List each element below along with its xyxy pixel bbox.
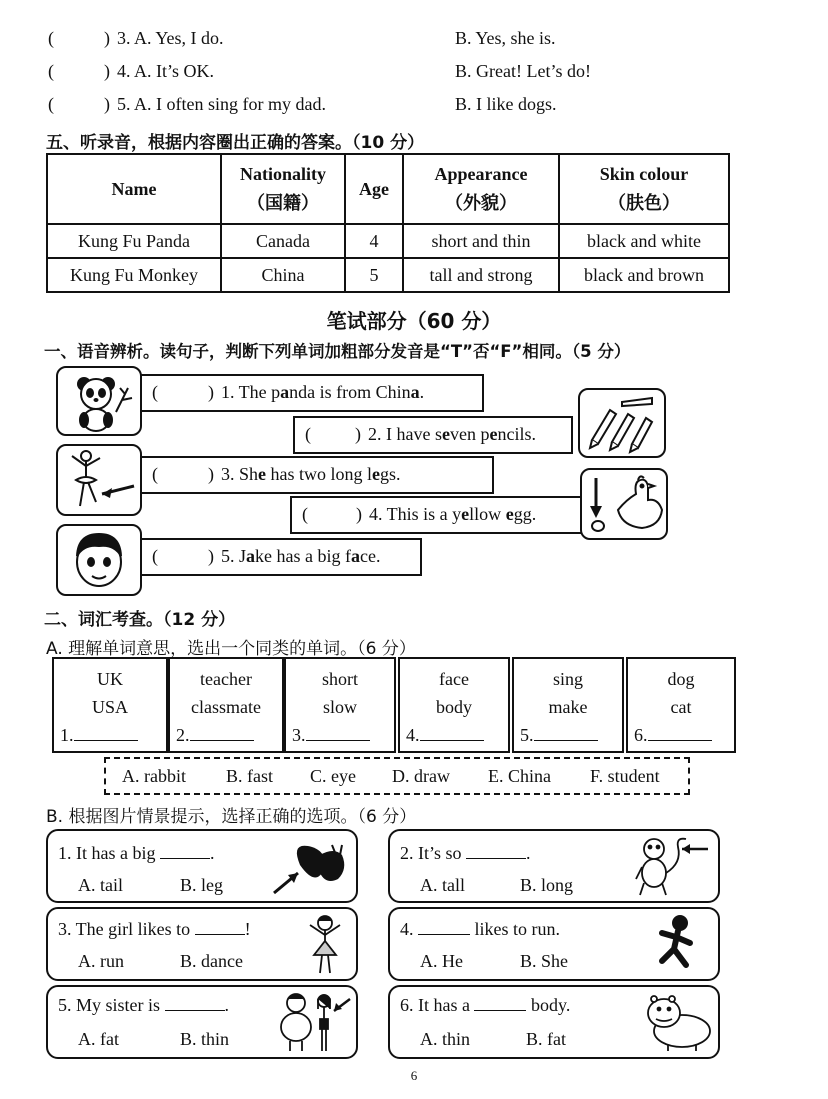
table-cell: Kung Fu Monkey — [47, 258, 221, 292]
answer-paren-close: ) — [208, 464, 214, 484]
picture-question — [46, 907, 358, 981]
question-stem: 3. The girl likes to ! — [58, 919, 251, 939]
answer-paren-open[interactable]: ( — [152, 382, 158, 402]
group-word: UK — [97, 669, 123, 689]
question-stem: 1. It has a big . — [58, 843, 215, 863]
table-cell[interactable]: black and white — [559, 224, 729, 258]
ballerina-icon — [58, 446, 140, 514]
phonics-sentence: 4. This is a yellow egg. — [369, 504, 537, 524]
phonics-item — [140, 538, 422, 576]
header-name: Name — [47, 154, 221, 224]
option-a[interactable]: A. run — [78, 951, 124, 971]
answer-paren-open[interactable]: ( — [152, 546, 158, 566]
group-answer[interactable]: 4. — [406, 725, 484, 746]
info-table — [46, 153, 730, 293]
answer-paren-open[interactable]: ( — [48, 61, 54, 81]
vocab-title: 二、词汇考查。（12 分） — [44, 610, 236, 630]
table-cell[interactable]: short and thin — [403, 224, 559, 258]
answer-paren-open[interactable]: ( — [48, 28, 54, 48]
pencils-picture — [578, 388, 666, 458]
table-header-row — [47, 154, 729, 224]
answer-paren-close: ) — [208, 546, 214, 566]
phonics-sentence: 2. I have seven pencils. — [368, 424, 536, 444]
fat-boy-thin-girl-icon — [276, 989, 354, 1055]
group-word: cat — [670, 697, 692, 717]
section5-title: 五、听录音，根据内容圈出正确的答案。（10 分） — [46, 133, 425, 153]
question-stem: 5. A. I often sing for my dad. — [117, 94, 326, 114]
word-group — [52, 657, 168, 753]
option-a[interactable]: A. tail — [78, 875, 123, 895]
question-stem: 4. A. It’s OK. — [117, 61, 215, 81]
table-row — [47, 224, 729, 258]
group-word: teacher — [200, 669, 252, 689]
group-answer[interactable]: 3. — [292, 725, 370, 746]
running-boy-icon — [652, 913, 702, 975]
option-b[interactable]: B. She — [520, 951, 569, 971]
dancing-girl-icon — [300, 911, 350, 977]
fox-tail-icon — [270, 835, 352, 897]
table-cell: Kung Fu Panda — [47, 224, 221, 258]
vocab-part-a-title: A. 理解单词意思，选出一个同类的单词。（6 分） — [46, 639, 416, 659]
question-stem: 6. It has a body. — [400, 995, 571, 1015]
vocab-part-b-title: B. 根据图片情景提示，选择正确的选项。（6 分） — [46, 807, 417, 827]
question-stem: 2. It’s so . — [400, 843, 531, 863]
header-age: Age — [345, 154, 403, 224]
phonics-sentence: 5. Jake has a big face. — [221, 546, 381, 566]
group-word: dog — [667, 669, 695, 689]
answer-paren-close: ) — [104, 94, 110, 114]
group-word: classmate — [191, 697, 261, 717]
option-b: B. I like dogs. — [455, 94, 557, 114]
picture-question — [388, 907, 720, 981]
option-b[interactable]: B. leg — [180, 875, 223, 895]
question-stem: 4. likes to run. — [400, 919, 560, 939]
picture-question — [46, 829, 358, 903]
option-b: B. Yes, she is. — [455, 28, 556, 48]
group-word: face — [439, 669, 469, 689]
option: F. student — [590, 766, 660, 786]
header-skin-colour: Skin colour （肤色） — [559, 154, 729, 224]
option-a[interactable]: A. tall — [420, 875, 465, 895]
question-stem: 3. A. Yes, I do. — [117, 28, 224, 48]
panda-icon — [58, 368, 140, 434]
picture-question — [388, 985, 720, 1059]
word-group — [284, 657, 396, 753]
answer-paren-close: ) — [104, 28, 110, 48]
answer-paren-open[interactable]: ( — [305, 424, 311, 444]
group-answer[interactable]: 1. — [60, 725, 138, 746]
option: C. eye — [310, 766, 356, 786]
table-row — [47, 258, 729, 292]
table-cell[interactable]: tall and strong — [403, 258, 559, 292]
picture-question — [46, 985, 358, 1059]
boy-face-icon — [58, 526, 140, 594]
option-a[interactable]: A. He — [420, 951, 463, 971]
answer-paren-open[interactable]: ( — [48, 94, 54, 114]
page-number: 6 — [410, 1068, 418, 1083]
option: A. rabbit — [122, 766, 186, 786]
options-box — [104, 757, 690, 795]
phonics-item — [293, 416, 573, 454]
option-b[interactable]: B. thin — [180, 1029, 230, 1049]
table-cell[interactable]: 5 — [345, 258, 403, 292]
boy-face-picture — [56, 524, 142, 596]
hen-icon — [582, 470, 666, 538]
option-b: B. Great! Let’s do! — [455, 61, 591, 81]
dancer-picture — [56, 444, 142, 516]
option-b[interactable]: B. long — [520, 875, 574, 895]
group-answer[interactable]: 2. — [176, 725, 254, 746]
question-stem: 5. My sister is . — [58, 995, 230, 1015]
option-b[interactable]: B. fat — [526, 1029, 566, 1049]
option: E. China — [488, 766, 551, 786]
word-group — [512, 657, 624, 753]
option-a[interactable]: A. fat — [78, 1029, 119, 1049]
phonics-item — [140, 456, 494, 494]
table-cell[interactable]: China — [221, 258, 345, 292]
table-cell[interactable]: 4 — [345, 224, 403, 258]
phonics-item — [140, 374, 484, 412]
hippo-icon — [642, 989, 714, 1053]
answer-paren-close: ) — [355, 424, 361, 444]
word-group — [168, 657, 284, 753]
group-word: body — [436, 697, 472, 717]
group-word: make — [548, 697, 588, 717]
word-group — [398, 657, 510, 753]
picture-question — [388, 829, 720, 903]
answer-paren-close: ) — [104, 61, 110, 81]
group-word: slow — [322, 697, 357, 717]
pencils-icon — [580, 390, 664, 456]
header-appearance: Appearance （外貌） — [403, 154, 559, 224]
phonics-title: 一、语音辨析。读句子，判断下列单词加粗部分发音是“T”否“F”相同。（5 分） — [44, 342, 631, 361]
hen-egg-picture — [580, 468, 668, 540]
table-cell[interactable]: black and brown — [559, 258, 729, 292]
phonics-sentence: 1. The panda is from China. — [221, 382, 425, 402]
table-cell[interactable]: Canada — [221, 224, 345, 258]
option: B. fast — [226, 766, 273, 786]
panda-picture — [56, 366, 142, 436]
option: D. draw — [392, 766, 450, 786]
answer-paren-open[interactable]: ( — [302, 504, 308, 524]
group-word: sing — [552, 669, 583, 689]
group-answer[interactable]: 6. — [634, 725, 712, 746]
monkey-icon — [632, 833, 712, 899]
option-b[interactable]: B. dance — [180, 951, 243, 971]
answer-paren-close: ) — [356, 504, 362, 524]
phonics-item — [290, 496, 586, 534]
answer-paren-open[interactable]: ( — [152, 464, 158, 484]
option-a[interactable]: A. thin — [420, 1029, 471, 1049]
header-nationality: Nationality （国籍） — [221, 154, 345, 224]
written-part-title: 笔试部分（60 分） — [326, 309, 502, 333]
group-answer[interactable]: 5. — [520, 725, 598, 746]
phonics-sentence: 3. She has two long legs. — [221, 464, 401, 484]
word-group — [626, 657, 736, 753]
answer-paren-close: ) — [208, 382, 214, 402]
group-word: USA — [91, 697, 128, 717]
group-word: short — [322, 669, 358, 689]
